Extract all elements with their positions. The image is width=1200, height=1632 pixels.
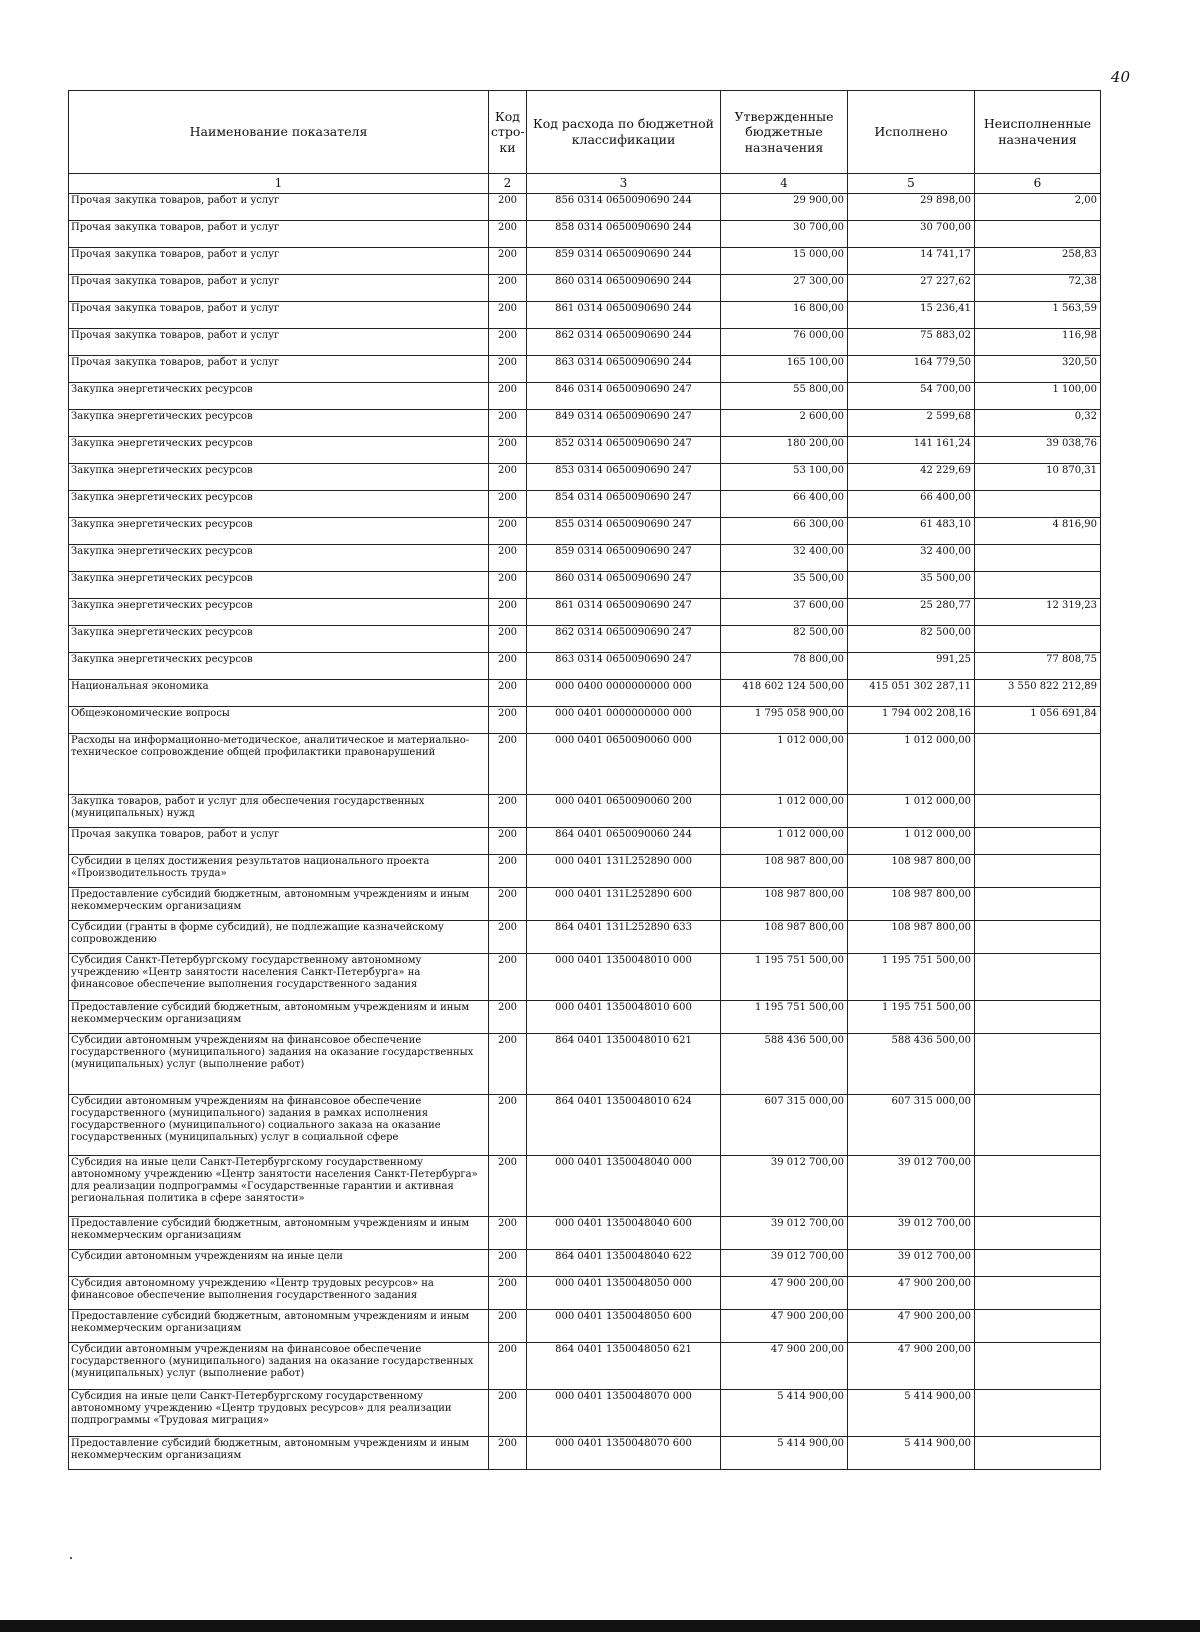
- table-row: [69, 545, 1101, 572]
- row-budget-code: 863 0314 0650090690 247: [527, 653, 721, 680]
- row-line-code: 200: [489, 888, 527, 921]
- row-unexecuted: 39 038,76: [975, 437, 1101, 464]
- row-line-code: 200: [489, 1277, 527, 1310]
- column-number: 1: [69, 174, 489, 194]
- header-approved: Утвержденные бюджетные назначения: [721, 91, 848, 174]
- row-executed: 108 987 800,00: [848, 921, 975, 954]
- row-budget-code: 000 0401 1350048040 600: [527, 1217, 721, 1250]
- row-executed: 47 900 200,00: [848, 1343, 975, 1390]
- row-name: Предоставление субсидий бюджетным, автономным учреждениям и иным некоммерческим организациям: [69, 888, 489, 921]
- row-name: Субсидии автономным учреждениям на финансовое обеспечение государственного (муниципального) задания на оказание государственных (муниципальных) услуг (выполнение работ): [69, 1343, 489, 1390]
- row-budget-code: 000 0401 1350048010 600: [527, 1001, 721, 1034]
- row-unexecuted: 12 319,23: [975, 599, 1101, 626]
- row-executed: 1 195 751 500,00: [848, 954, 975, 1001]
- table-row: [69, 275, 1101, 302]
- column-number: 2: [489, 174, 527, 194]
- row-unexecuted: 258,83: [975, 248, 1101, 275]
- table-row: [69, 1277, 1101, 1310]
- table-row: [69, 1095, 1101, 1156]
- row-executed: 1 012 000,00: [848, 828, 975, 855]
- row-line-code: 200: [489, 437, 527, 464]
- row-name: Прочая закупка товаров, работ и услуг: [69, 194, 489, 221]
- row-name: Прочая закупка товаров, работ и услуг: [69, 329, 489, 356]
- row-budget-code: 000 0400 0000000000 000: [527, 680, 721, 707]
- table-row: [69, 329, 1101, 356]
- row-approved: 47 900 200,00: [721, 1343, 848, 1390]
- row-budget-code: 855 0314 0650090690 247: [527, 518, 721, 545]
- header-row: [69, 91, 1101, 174]
- row-executed: 5 414 900,00: [848, 1390, 975, 1437]
- table-row: [69, 1217, 1101, 1250]
- row-budget-code: 849 0314 0650090690 247: [527, 410, 721, 437]
- row-executed: 29 898,00: [848, 194, 975, 221]
- table-row: [69, 383, 1101, 410]
- row-executed: 5 414 900,00: [848, 1437, 975, 1470]
- row-unexecuted: [975, 1001, 1101, 1034]
- scan-edge-bar: [0, 1620, 1200, 1632]
- row-line-code: 200: [489, 329, 527, 356]
- table-row: [69, 1034, 1101, 1095]
- row-unexecuted: [975, 1343, 1101, 1390]
- row-approved: 1 195 751 500,00: [721, 1001, 848, 1034]
- row-executed: 35 500,00: [848, 572, 975, 599]
- row-name: Субсидии автономным учреждениям на финансовое обеспечение государственного (муниципального) задания в рамках исполнения государственного (муниципального) социального заказа на оказание государственных (муниципальных) услуг в социальной сфере: [69, 1095, 489, 1156]
- budget-execution-table: [68, 90, 1101, 1470]
- row-budget-code: 858 0314 0650090690 244: [527, 221, 721, 248]
- row-unexecuted: 72,38: [975, 275, 1101, 302]
- table-row: [69, 518, 1101, 545]
- row-line-code: 200: [489, 1217, 527, 1250]
- row-approved: 1 195 751 500,00: [721, 954, 848, 1001]
- row-name: Субсидии в целях достижения результатов национального проекта «Производительность труда»: [69, 855, 489, 888]
- column-number: 4: [721, 174, 848, 194]
- table-row: [69, 795, 1101, 828]
- row-unexecuted: [975, 888, 1101, 921]
- row-budget-code: 861 0314 0650090690 244: [527, 302, 721, 329]
- row-line-code: 200: [489, 734, 527, 795]
- row-executed: 607 315 000,00: [848, 1095, 975, 1156]
- row-executed: 39 012 700,00: [848, 1156, 975, 1217]
- row-name: Закупка энергетических ресурсов: [69, 599, 489, 626]
- row-unexecuted: [975, 221, 1101, 248]
- row-budget-code: 864 0401 1350048010 621: [527, 1034, 721, 1095]
- row-line-code: 200: [489, 464, 527, 491]
- row-unexecuted: [975, 1437, 1101, 1470]
- row-name: Субсидия автономному учреждению «Центр трудовых ресурсов» на финансовое обеспечение выполнения государственного задания: [69, 1277, 489, 1310]
- row-approved: 2 600,00: [721, 410, 848, 437]
- row-name: Субсидия Санкт-Петербургскому государственному автономному учреждению «Центр занятости населения Санкт-Петербурга» на финансовое обеспечение выполнения государственного задания: [69, 954, 489, 1001]
- row-name: Субсидии автономным учреждениям на финансовое обеспечение государственного (муниципального) задания на оказание государственных (муниципальных) услуг (выполнение работ): [69, 1034, 489, 1095]
- row-line-code: 200: [489, 410, 527, 437]
- row-executed: 61 483,10: [848, 518, 975, 545]
- row-unexecuted: [975, 1390, 1101, 1437]
- row-unexecuted: 3 550 822 212,89: [975, 680, 1101, 707]
- row-budget-code: 864 0401 1350048050 621: [527, 1343, 721, 1390]
- table-row: [69, 572, 1101, 599]
- row-line-code: 200: [489, 518, 527, 545]
- scan-artifact: [70, 1557, 72, 1559]
- row-budget-code: 000 0401 0000000000 000: [527, 707, 721, 734]
- row-line-code: 200: [489, 1310, 527, 1343]
- header-executed: Исполнено: [848, 91, 975, 174]
- row-budget-code: 000 0401 1350048070 000: [527, 1390, 721, 1437]
- row-name: Прочая закупка товаров, работ и услуг: [69, 221, 489, 248]
- row-name: Расходы на информационно-методическое, аналитическое и материально-техническое сопровождение общей профилактики правонарушений: [69, 734, 489, 795]
- row-executed: 415 051 302 287,11: [848, 680, 975, 707]
- row-line-code: 200: [489, 626, 527, 653]
- table-row: [69, 653, 1101, 680]
- column-number: 5: [848, 174, 975, 194]
- row-executed: 47 900 200,00: [848, 1310, 975, 1343]
- row-line-code: 200: [489, 1034, 527, 1095]
- row-approved: 32 400,00: [721, 545, 848, 572]
- row-budget-code: 000 0401 1350048050 600: [527, 1310, 721, 1343]
- table-row: [69, 1437, 1101, 1470]
- row-line-code: 200: [489, 1156, 527, 1217]
- row-approved: 39 012 700,00: [721, 1217, 848, 1250]
- row-budget-code: 859 0314 0650090690 244: [527, 248, 721, 275]
- row-approved: 1 012 000,00: [721, 828, 848, 855]
- row-name: Прочая закупка товаров, работ и услуг: [69, 275, 489, 302]
- column-number-row: [69, 174, 1101, 194]
- row-name: Закупка энергетических ресурсов: [69, 491, 489, 518]
- row-approved: 5 414 900,00: [721, 1437, 848, 1470]
- row-budget-code: 863 0314 0650090690 244: [527, 356, 721, 383]
- row-budget-code: 864 0401 1350048040 622: [527, 1250, 721, 1277]
- row-unexecuted: 2,00: [975, 194, 1101, 221]
- row-executed: 25 280,77: [848, 599, 975, 626]
- row-budget-code: 860 0314 0650090690 244: [527, 275, 721, 302]
- row-executed: 15 236,41: [848, 302, 975, 329]
- row-name: Предоставление субсидий бюджетным, автономным учреждениям и иным некоммерческим организациям: [69, 1310, 489, 1343]
- row-approved: 108 987 800,00: [721, 921, 848, 954]
- row-approved: 1 012 000,00: [721, 734, 848, 795]
- row-line-code: 200: [489, 1095, 527, 1156]
- row-name: Субсидии автономным учреждениям на иные цели: [69, 1250, 489, 1277]
- row-executed: 42 229,69: [848, 464, 975, 491]
- row-unexecuted: [975, 828, 1101, 855]
- row-executed: 1 794 002 208,16: [848, 707, 975, 734]
- row-executed: 66 400,00: [848, 491, 975, 518]
- row-executed: 108 987 800,00: [848, 888, 975, 921]
- row-line-code: 200: [489, 302, 527, 329]
- row-budget-code: 862 0314 0650090690 244: [527, 329, 721, 356]
- table-row: [69, 1001, 1101, 1034]
- row-approved: 5 414 900,00: [721, 1390, 848, 1437]
- row-budget-code: 853 0314 0650090690 247: [527, 464, 721, 491]
- row-approved: 108 987 800,00: [721, 855, 848, 888]
- row-budget-code: 856 0314 0650090690 244: [527, 194, 721, 221]
- row-executed: 164 779,50: [848, 356, 975, 383]
- row-name: Прочая закупка товаров, работ и услуг: [69, 302, 489, 329]
- row-budget-code: 000 0401 131L252890 000: [527, 855, 721, 888]
- row-line-code: 200: [489, 1001, 527, 1034]
- row-budget-code: 864 0401 0650090060 244: [527, 828, 721, 855]
- row-unexecuted: [975, 921, 1101, 954]
- table-row: [69, 734, 1101, 795]
- table-row: [69, 599, 1101, 626]
- table-row: [69, 680, 1101, 707]
- row-line-code: 200: [489, 383, 527, 410]
- row-approved: 78 800,00: [721, 653, 848, 680]
- row-unexecuted: 10 870,31: [975, 464, 1101, 491]
- row-budget-code: 860 0314 0650090690 247: [527, 572, 721, 599]
- row-name: Прочая закупка товаров, работ и услуг: [69, 356, 489, 383]
- row-line-code: 200: [489, 828, 527, 855]
- row-approved: 39 012 700,00: [721, 1156, 848, 1217]
- row-name: Закупка энергетических ресурсов: [69, 545, 489, 572]
- table-row: [69, 437, 1101, 464]
- header-budget-code: Код расхода по бюджетной классификации: [527, 91, 721, 174]
- row-approved: 66 300,00: [721, 518, 848, 545]
- row-line-code: 200: [489, 275, 527, 302]
- row-executed: 588 436 500,00: [848, 1034, 975, 1095]
- row-approved: 82 500,00: [721, 626, 848, 653]
- row-name: Прочая закупка товаров, работ и услуг: [69, 828, 489, 855]
- row-name: Субсидии (гранты в форме субсидий), не подлежащие казначейскому сопровождению: [69, 921, 489, 954]
- row-budget-code: 000 0401 0650090060 000: [527, 734, 721, 795]
- row-executed: 141 161,24: [848, 437, 975, 464]
- row-approved: 55 800,00: [721, 383, 848, 410]
- row-executed: 39 012 700,00: [848, 1250, 975, 1277]
- row-executed: 47 900 200,00: [848, 1277, 975, 1310]
- row-unexecuted: 1 563,59: [975, 302, 1101, 329]
- row-approved: 39 012 700,00: [721, 1250, 848, 1277]
- table-body: [69, 194, 1101, 1470]
- row-line-code: 200: [489, 491, 527, 518]
- row-name: Предоставление субсидий бюджетным, автономным учреждениям и иным некоммерческим организациям: [69, 1001, 489, 1034]
- row-unexecuted: [975, 855, 1101, 888]
- row-approved: 47 900 200,00: [721, 1277, 848, 1310]
- table-row: [69, 828, 1101, 855]
- row-budget-code: 862 0314 0650090690 247: [527, 626, 721, 653]
- row-unexecuted: [975, 1310, 1101, 1343]
- row-approved: 180 200,00: [721, 437, 848, 464]
- row-approved: 607 315 000,00: [721, 1095, 848, 1156]
- table-row: [69, 626, 1101, 653]
- row-executed: 75 883,02: [848, 329, 975, 356]
- table-row: [69, 855, 1101, 888]
- row-executed: 2 599,68: [848, 410, 975, 437]
- table-row: [69, 194, 1101, 221]
- row-unexecuted: [975, 626, 1101, 653]
- row-unexecuted: 1 100,00: [975, 383, 1101, 410]
- table-row: [69, 464, 1101, 491]
- table-row: [69, 491, 1101, 518]
- row-executed: 30 700,00: [848, 221, 975, 248]
- row-line-code: 200: [489, 1390, 527, 1437]
- row-approved: 76 000,00: [721, 329, 848, 356]
- row-name: Закупка энергетических ресурсов: [69, 653, 489, 680]
- table-row: [69, 302, 1101, 329]
- row-budget-code: 854 0314 0650090690 247: [527, 491, 721, 518]
- header-indicator-name: Наименование показателя: [69, 91, 489, 174]
- row-name: Субсидия на иные цели Санкт-Петербургскому государственному автономному учреждению «Центр занятости населения Санкт-Петербурга» для реализации подпрограммы «Государственные гарантии и активная региональная политика в сфере занятости»: [69, 1156, 489, 1217]
- row-budget-code: 859 0314 0650090690 247: [527, 545, 721, 572]
- row-budget-code: 861 0314 0650090690 247: [527, 599, 721, 626]
- row-name: Закупка энергетических ресурсов: [69, 518, 489, 545]
- row-approved: 66 400,00: [721, 491, 848, 518]
- row-line-code: 200: [489, 1250, 527, 1277]
- row-unexecuted: [975, 1217, 1101, 1250]
- page-number: 40: [1110, 68, 1130, 86]
- row-approved: 27 300,00: [721, 275, 848, 302]
- row-approved: 1 795 058 900,00: [721, 707, 848, 734]
- table-row: [69, 410, 1101, 437]
- row-name: Закупка энергетических ресурсов: [69, 410, 489, 437]
- row-line-code: 200: [489, 653, 527, 680]
- row-budget-code: 000 0401 0650090060 200: [527, 795, 721, 828]
- column-number: 6: [975, 174, 1101, 194]
- row-name: Закупка энергетических ресурсов: [69, 383, 489, 410]
- row-unexecuted: [975, 572, 1101, 599]
- row-approved: 108 987 800,00: [721, 888, 848, 921]
- row-budget-code: 000 0401 1350048070 600: [527, 1437, 721, 1470]
- row-approved: 47 900 200,00: [721, 1310, 848, 1343]
- row-unexecuted: [975, 1250, 1101, 1277]
- row-line-code: 200: [489, 795, 527, 828]
- table-row: [69, 888, 1101, 921]
- row-name: Субсидия на иные цели Санкт-Петербургскому государственному автономному учреждению «Центр трудовых ресурсов» для реализации подпрограммы «Трудовая миграция»: [69, 1390, 489, 1437]
- row-budget-code: 000 0401 1350048050 000: [527, 1277, 721, 1310]
- row-executed: 108 987 800,00: [848, 855, 975, 888]
- row-executed: 27 227,62: [848, 275, 975, 302]
- row-unexecuted: 4 816,90: [975, 518, 1101, 545]
- row-unexecuted: 77 808,75: [975, 653, 1101, 680]
- row-budget-code: 000 0401 1350048040 000: [527, 1156, 721, 1217]
- row-unexecuted: [975, 954, 1101, 1001]
- row-approved: 588 436 500,00: [721, 1034, 848, 1095]
- row-approved: 53 100,00: [721, 464, 848, 491]
- row-unexecuted: [975, 795, 1101, 828]
- row-approved: 15 000,00: [721, 248, 848, 275]
- row-approved: 418 602 124 500,00: [721, 680, 848, 707]
- row-name: Предоставление субсидий бюджетным, автономным учреждениям и иным некоммерческим организациям: [69, 1217, 489, 1250]
- table-row: [69, 356, 1101, 383]
- row-name: Закупка энергетических ресурсов: [69, 437, 489, 464]
- row-unexecuted: [975, 545, 1101, 572]
- row-name: Закупка энергетических ресурсов: [69, 626, 489, 653]
- row-unexecuted: 116,98: [975, 329, 1101, 356]
- row-executed: 39 012 700,00: [848, 1217, 975, 1250]
- row-unexecuted: 0,32: [975, 410, 1101, 437]
- table-row: [69, 1310, 1101, 1343]
- row-line-code: 200: [489, 356, 527, 383]
- row-approved: 1 012 000,00: [721, 795, 848, 828]
- row-unexecuted: 320,50: [975, 356, 1101, 383]
- row-executed: 32 400,00: [848, 545, 975, 572]
- row-unexecuted: [975, 1095, 1101, 1156]
- row-budget-code: 000 0401 1350048010 000: [527, 954, 721, 1001]
- header-unexecuted: Неисполненные назначения: [975, 91, 1101, 174]
- row-name: Национальная экономика: [69, 680, 489, 707]
- row-approved: 30 700,00: [721, 221, 848, 248]
- table-row: [69, 1250, 1101, 1277]
- row-line-code: 200: [489, 248, 527, 275]
- row-approved: 165 100,00: [721, 356, 848, 383]
- row-unexecuted: [975, 1277, 1101, 1310]
- table-row: [69, 1390, 1101, 1437]
- row-name: Закупка товаров, работ и услуг для обеспечения государственных (муниципальных) нужд: [69, 795, 489, 828]
- row-name: Общеэкономические вопросы: [69, 707, 489, 734]
- row-executed: 991,25: [848, 653, 975, 680]
- row-line-code: 200: [489, 921, 527, 954]
- row-approved: 37 600,00: [721, 599, 848, 626]
- row-unexecuted: 1 056 691,84: [975, 707, 1101, 734]
- row-approved: 29 900,00: [721, 194, 848, 221]
- table-row: [69, 707, 1101, 734]
- table-row: [69, 1343, 1101, 1390]
- header-line-code: Код стро-ки: [489, 91, 527, 174]
- row-line-code: 200: [489, 545, 527, 572]
- table-row: [69, 1156, 1101, 1217]
- row-line-code: 200: [489, 599, 527, 626]
- row-executed: 54 700,00: [848, 383, 975, 410]
- table-row: [69, 221, 1101, 248]
- row-unexecuted: [975, 1156, 1101, 1217]
- row-line-code: 200: [489, 855, 527, 888]
- row-approved: 35 500,00: [721, 572, 848, 599]
- table-row: [69, 248, 1101, 275]
- row-executed: 1 012 000,00: [848, 734, 975, 795]
- table-row: [69, 921, 1101, 954]
- row-unexecuted: [975, 734, 1101, 795]
- row-budget-code: 864 0401 131L252890 633: [527, 921, 721, 954]
- row-line-code: 200: [489, 1437, 527, 1470]
- row-name: Прочая закупка товаров, работ и услуг: [69, 248, 489, 275]
- row-unexecuted: [975, 1034, 1101, 1095]
- row-budget-code: 852 0314 0650090690 247: [527, 437, 721, 464]
- row-line-code: 200: [489, 221, 527, 248]
- row-budget-code: 864 0401 1350048010 624: [527, 1095, 721, 1156]
- table-row: [69, 954, 1101, 1001]
- row-budget-code: 846 0314 0650090690 247: [527, 383, 721, 410]
- row-unexecuted: [975, 491, 1101, 518]
- row-name: Предоставление субсидий бюджетным, автономным учреждениям и иным некоммерческим организациям: [69, 1437, 489, 1470]
- row-line-code: 200: [489, 707, 527, 734]
- row-executed: 1 012 000,00: [848, 795, 975, 828]
- row-budget-code: 000 0401 131L252890 600: [527, 888, 721, 921]
- row-approved: 16 800,00: [721, 302, 848, 329]
- row-executed: 82 500,00: [848, 626, 975, 653]
- row-name: Закупка энергетических ресурсов: [69, 572, 489, 599]
- row-executed: 1 195 751 500,00: [848, 1001, 975, 1034]
- row-line-code: 200: [489, 1343, 527, 1390]
- row-line-code: 200: [489, 572, 527, 599]
- row-executed: 14 741,17: [848, 248, 975, 275]
- column-number: 3: [527, 174, 721, 194]
- row-name: Закупка энергетических ресурсов: [69, 464, 489, 491]
- row-line-code: 200: [489, 194, 527, 221]
- row-line-code: 200: [489, 680, 527, 707]
- row-line-code: 200: [489, 954, 527, 1001]
